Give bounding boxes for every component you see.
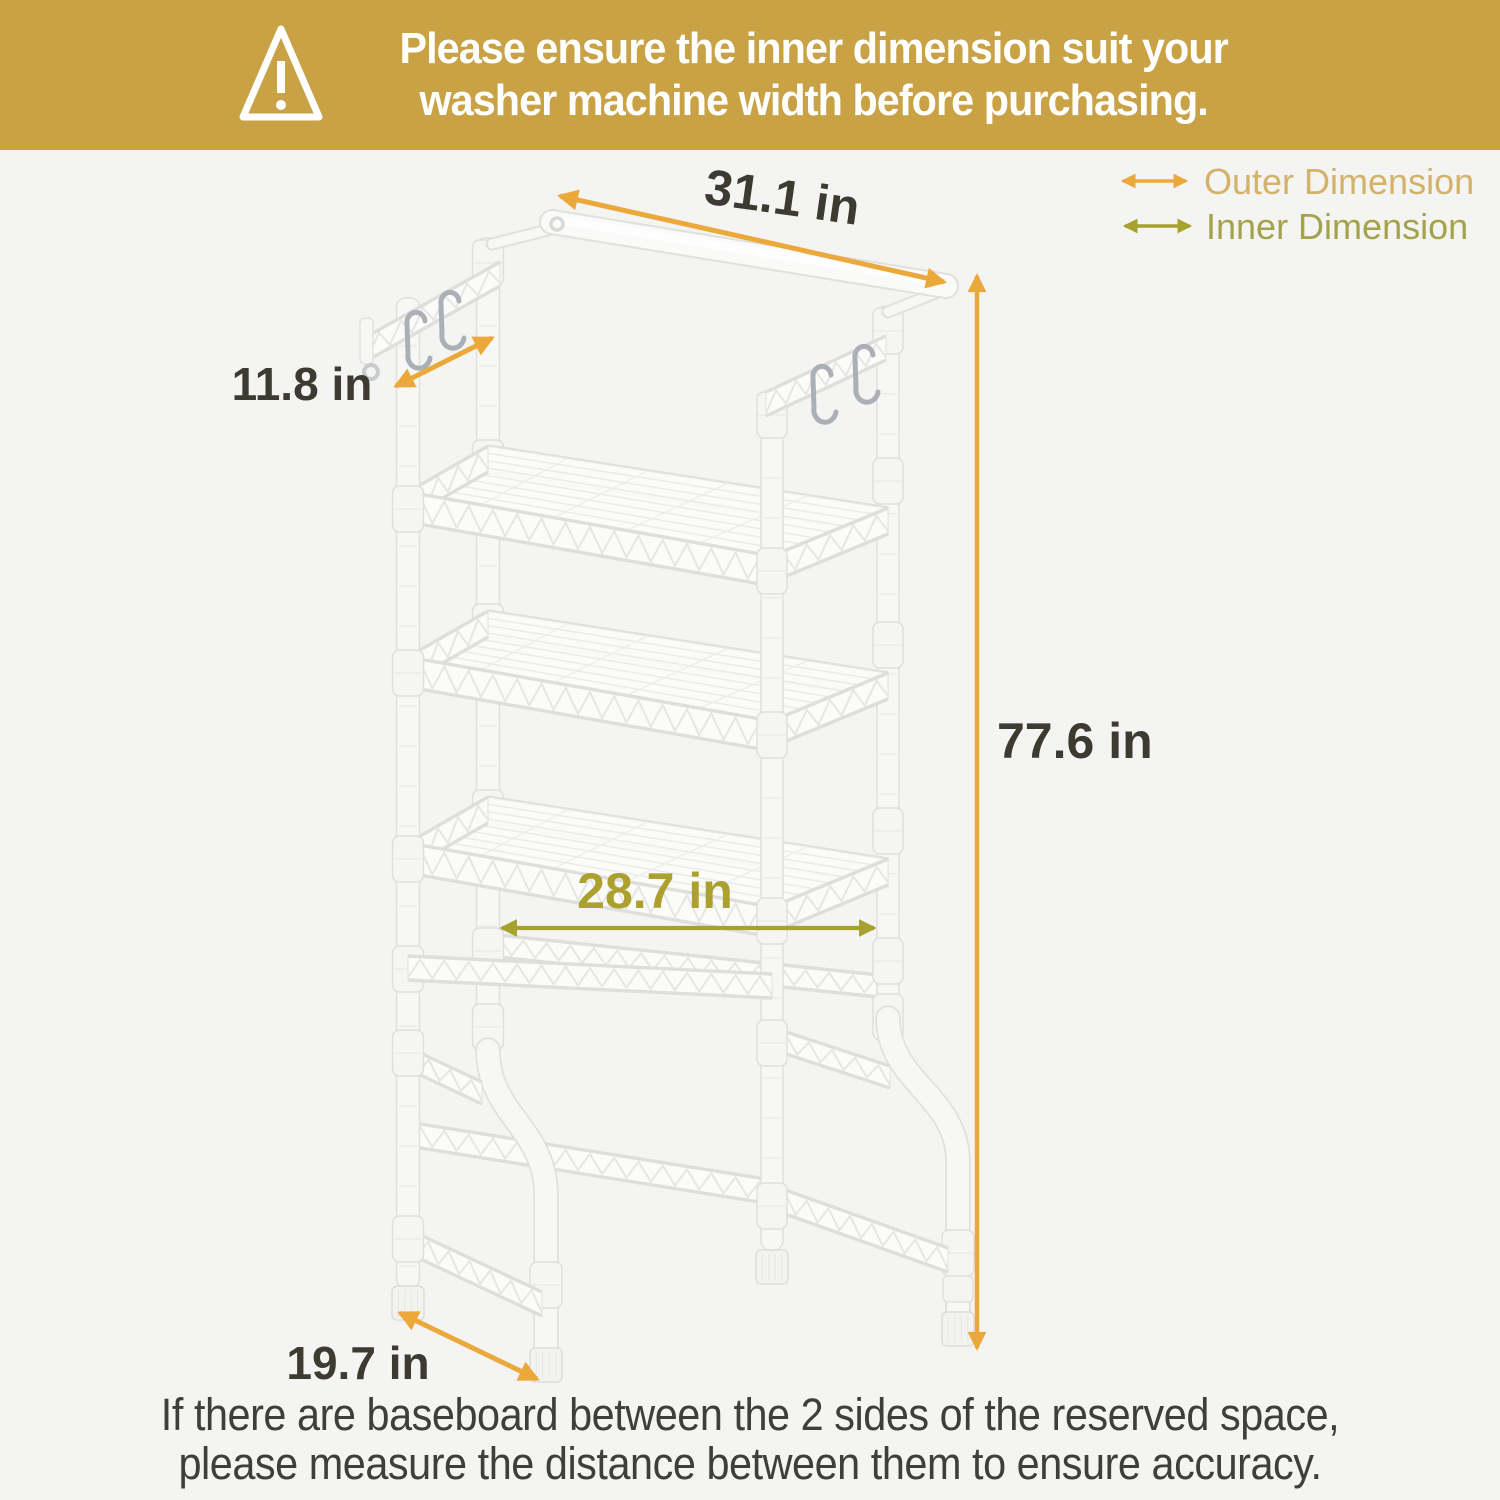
- banner-line-2: washer machine width before purchasing.: [419, 76, 1209, 125]
- banner-line-1: Please ensure the inner dimension suit your: [399, 24, 1229, 73]
- dim-base-depth-label: 19.7 in: [286, 1337, 430, 1389]
- post-front-left: [392, 298, 424, 1320]
- post-front-right: [756, 390, 788, 1284]
- rack-illustration: [360, 218, 974, 1382]
- post-back-right: [873, 306, 974, 1346]
- dim-inner-width-label: 28.7 in: [577, 863, 733, 919]
- dim-top-width-label: 31.1 in: [701, 158, 864, 236]
- legend-inner-label: Inner Dimension: [1206, 206, 1469, 247]
- truss-rail: [774, 1186, 948, 1272]
- hanging-rod-assembly: [360, 218, 946, 422]
- truss-rail: [408, 1122, 772, 1204]
- footer-caption: [60, 1390, 1440, 1488]
- warning-banner: [0, 0, 1500, 150]
- banner-text: [400, 23, 1228, 127]
- footer-line-2: please measure the distance between them to ensure accuracy.: [178, 1438, 1322, 1489]
- legend-outer-label: Outer Dimension: [1204, 161, 1475, 202]
- warning-triangle-icon: [235, 21, 327, 130]
- rack-diagram-svg: [0, 150, 1500, 1500]
- dimension-legend: [1123, 161, 1474, 247]
- footer-line-1: If there are baseboard between the 2 sides of the reserved space,: [160, 1389, 1340, 1440]
- truss-rail: [774, 1028, 890, 1088]
- dim-top-depth-label: 11.8 in: [231, 358, 373, 410]
- dim-height-label: 77.6 in: [997, 713, 1153, 769]
- product-diagram: [0, 150, 1500, 1500]
